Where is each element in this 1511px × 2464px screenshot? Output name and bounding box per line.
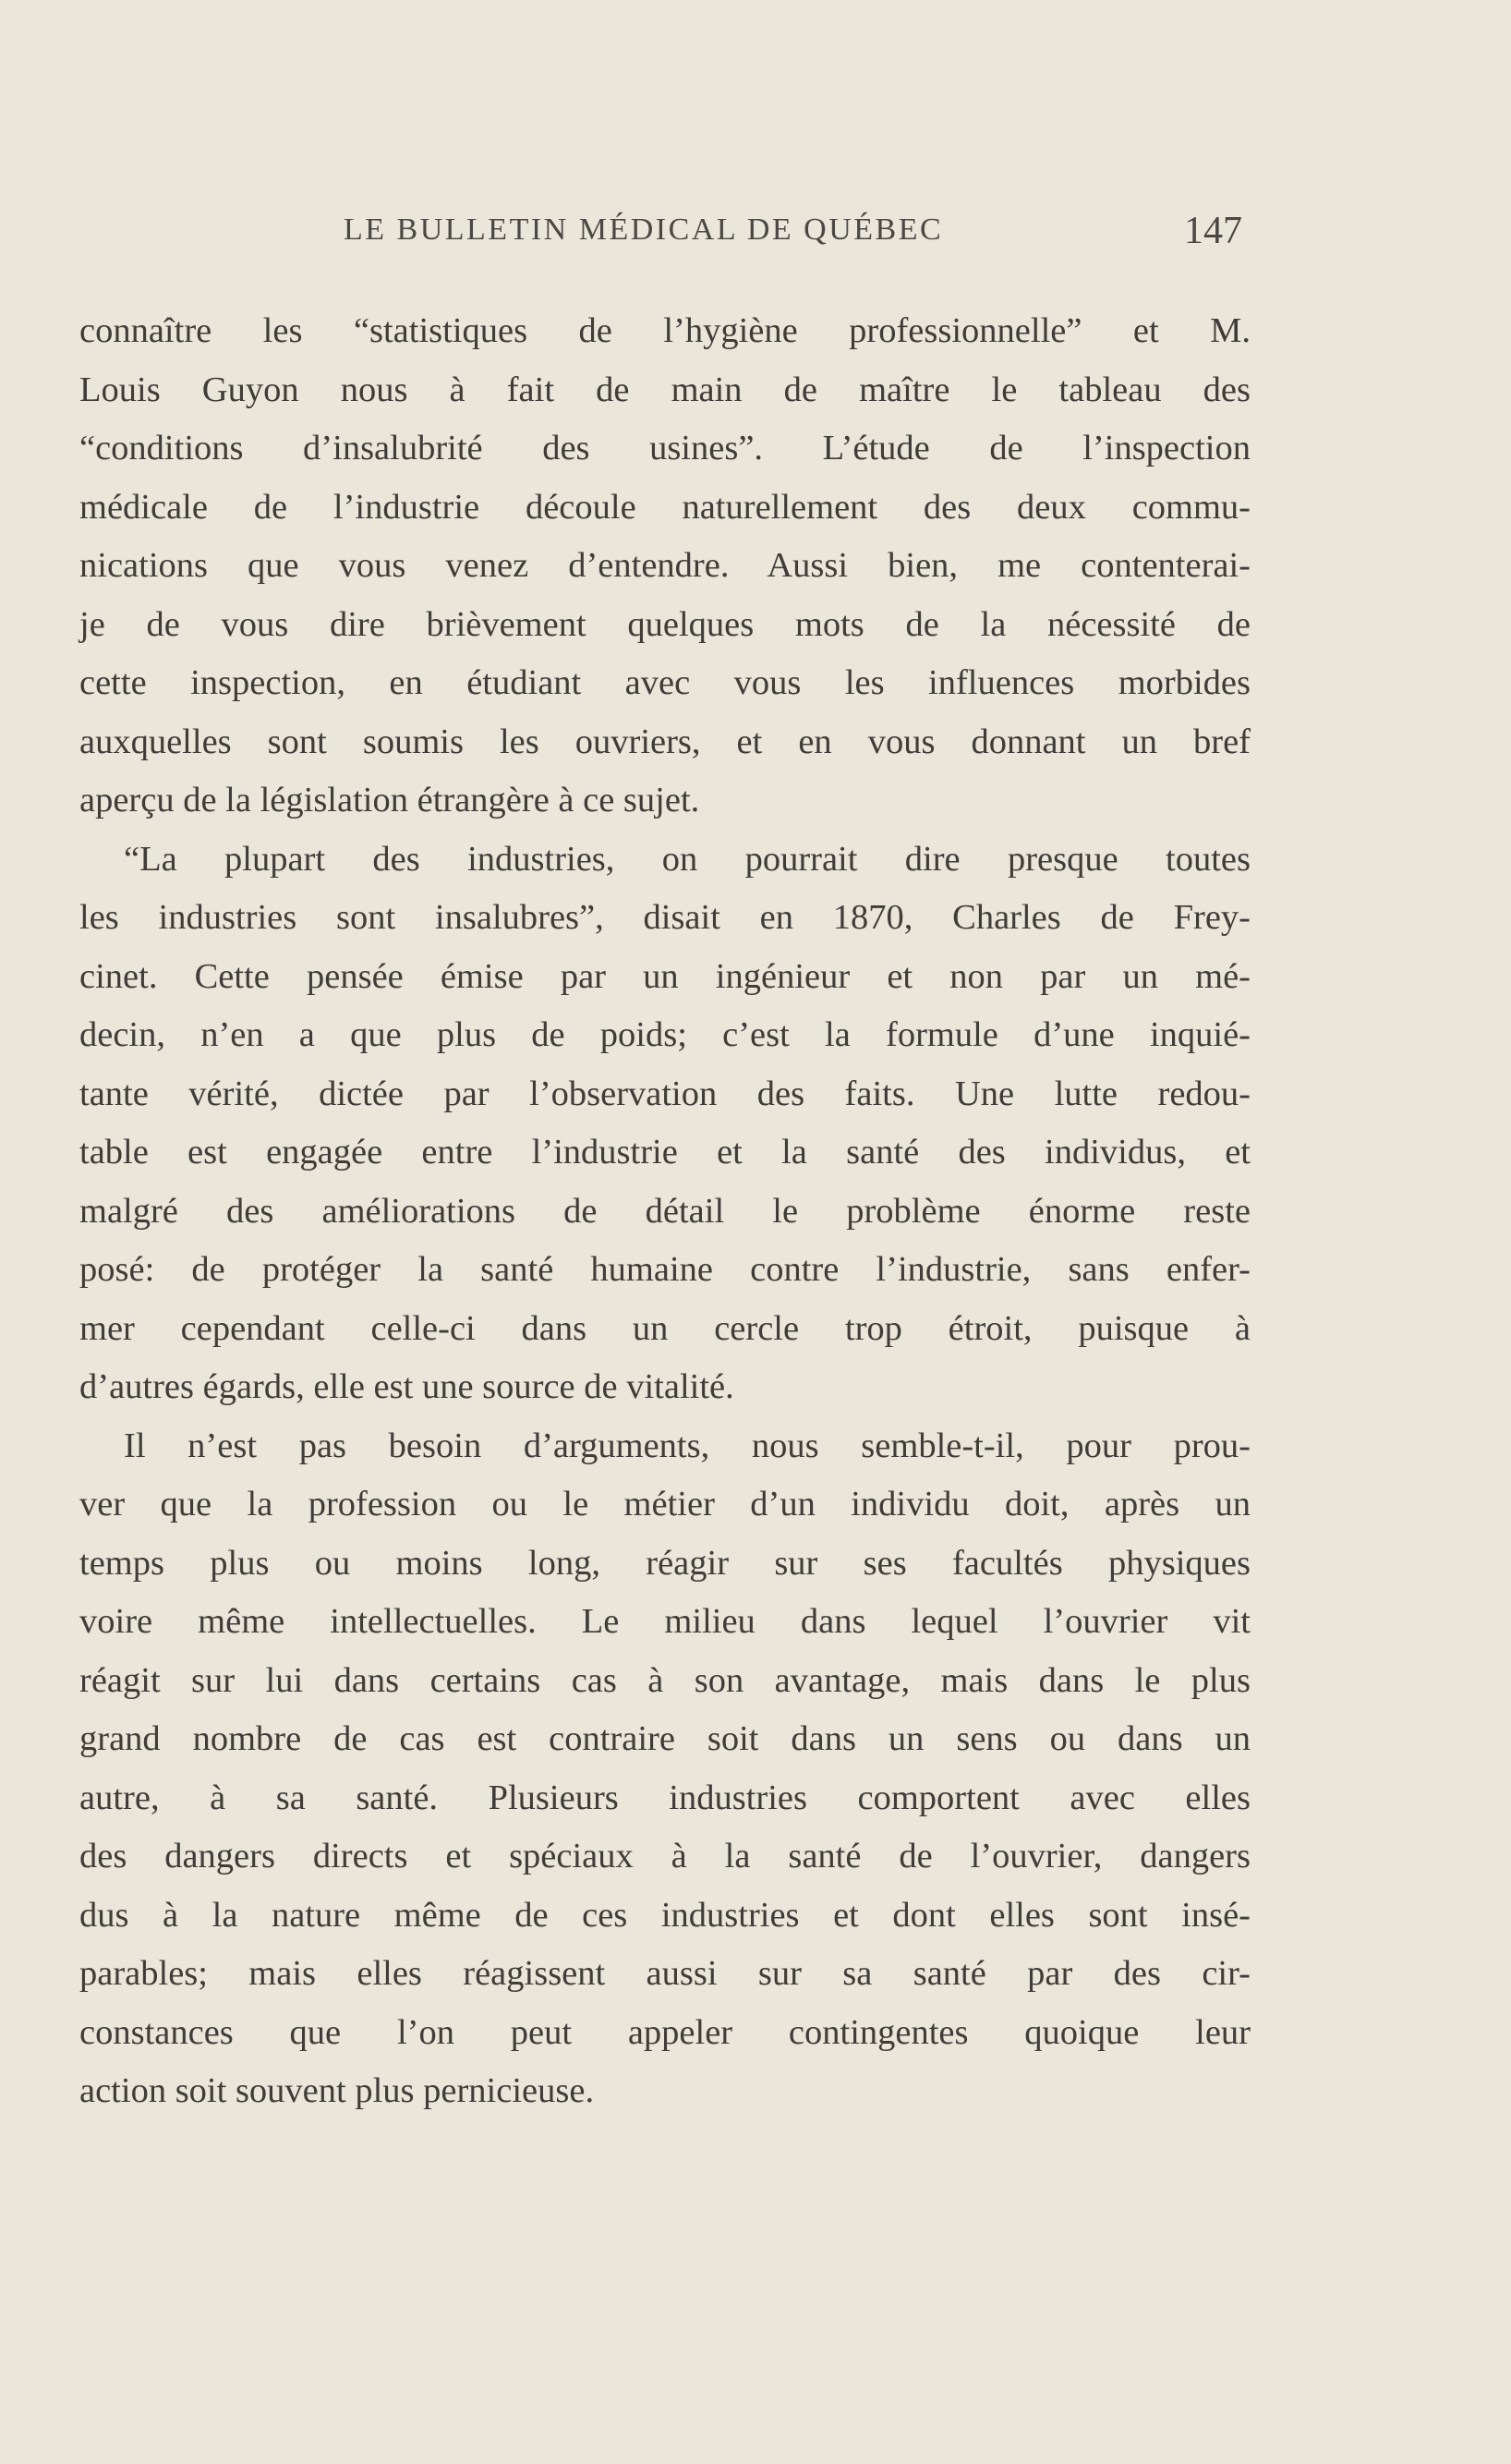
text-line: je de vous dire brièvement quelques mots de la nécessité de <box>79 604 1251 644</box>
text-line: cette inspection, en étudiant avec vous les influences morbides <box>79 663 1251 702</box>
text-line: mer cependant celle-ci dans un cercle trop étroit, puisque à <box>79 1308 1251 1348</box>
body-text <box>79 302 1251 2121</box>
running-header <box>0 212 1511 259</box>
text-line: médicale de l’industrie découle naturellement des deux commu- <box>79 487 1251 527</box>
text-line: des dangers directs et spéciaux à la santé de l’ouvrier, dangers <box>79 1837 1251 1875</box>
text-line: “La plupart des industries, on pourrait dire presque toutes <box>124 839 1251 879</box>
text-line: table est engagée entre l’industrie et la santé des individus, et <box>79 1133 1251 1171</box>
text-line: grand nombre de cas est contraire soit dans un sens ou dans un <box>79 1719 1251 1758</box>
text-line: dus à la nature même de ces industries et dont elles sont insé- <box>79 1895 1251 1935</box>
page-number: 147 <box>1184 210 1242 252</box>
text-line: malgré des améliorations de détail le problème énorme reste <box>79 1191 1251 1231</box>
text-line: les industries sont insalubres”, disait en 1870, Charles de Frey- <box>79 898 1251 937</box>
text-line: réagit sur lui dans certains cas à son avantage, mais dans le plus <box>79 1660 1251 1700</box>
text-line: voire même intellectuelles. Le milieu dans lequel l’ouvrier vit <box>79 1602 1251 1641</box>
text-line: connaître les “statistiques de l’hygiène professionnelle” et M. <box>79 311 1251 350</box>
text-line: Il n’est pas besoin d’arguments, nous semble-t-il, pour prou- <box>124 1426 1251 1465</box>
text-line: autre, à sa santé. Plusieurs industries comportent avec elles <box>79 1778 1251 1817</box>
text-line: Louis Guyon nous à fait de main de maître le tableau des <box>79 370 1251 409</box>
text-line: temps plus ou moins long, réagir sur ses facultés physiques <box>79 1543 1251 1583</box>
text-line: decin, n’en a que plus de poids; c’est la formule d’une inquié- <box>79 1015 1251 1054</box>
text-line: ver que la profession ou le métier d’un individu doit, après un <box>79 1485 1251 1523</box>
text-line: posé: de protéger la santé humaine contre l’industrie, sans enfer- <box>79 1250 1251 1289</box>
text-line: nications que vous venez d’entendre. Aussi bien, me contenterai- <box>79 546 1251 585</box>
text-line: parables; mais elles réagissent aussi sur sa santé par des cir- <box>79 1954 1251 1993</box>
running-title: LE BULLETIN MÉDICAL DE QUÉBEC <box>344 212 944 247</box>
text-line: auxquelles sont soumis les ouvriers, et en vous donnant un bref <box>79 722 1251 761</box>
text-line: action soit souvent plus pernicieuse. <box>79 2071 595 2110</box>
text-line: cinet. Cette pensée émise par un ingénieur et non par un mé- <box>79 956 1251 996</box>
text-line: d’autres égards, elle est une source de vitalité. <box>79 1367 734 1406</box>
text-line: aperçu de la législation étrangère à ce sujet. <box>79 781 700 819</box>
text-line: tante vérité, dictée par l’observation des faits. Une lutte redou- <box>79 1074 1251 1113</box>
text-line: constances que l’on peut appeler contingentes quoique leur <box>79 2012 1251 2052</box>
text-line: “conditions d’insalubrité des usines”. L’étude de l’inspection <box>79 429 1251 467</box>
